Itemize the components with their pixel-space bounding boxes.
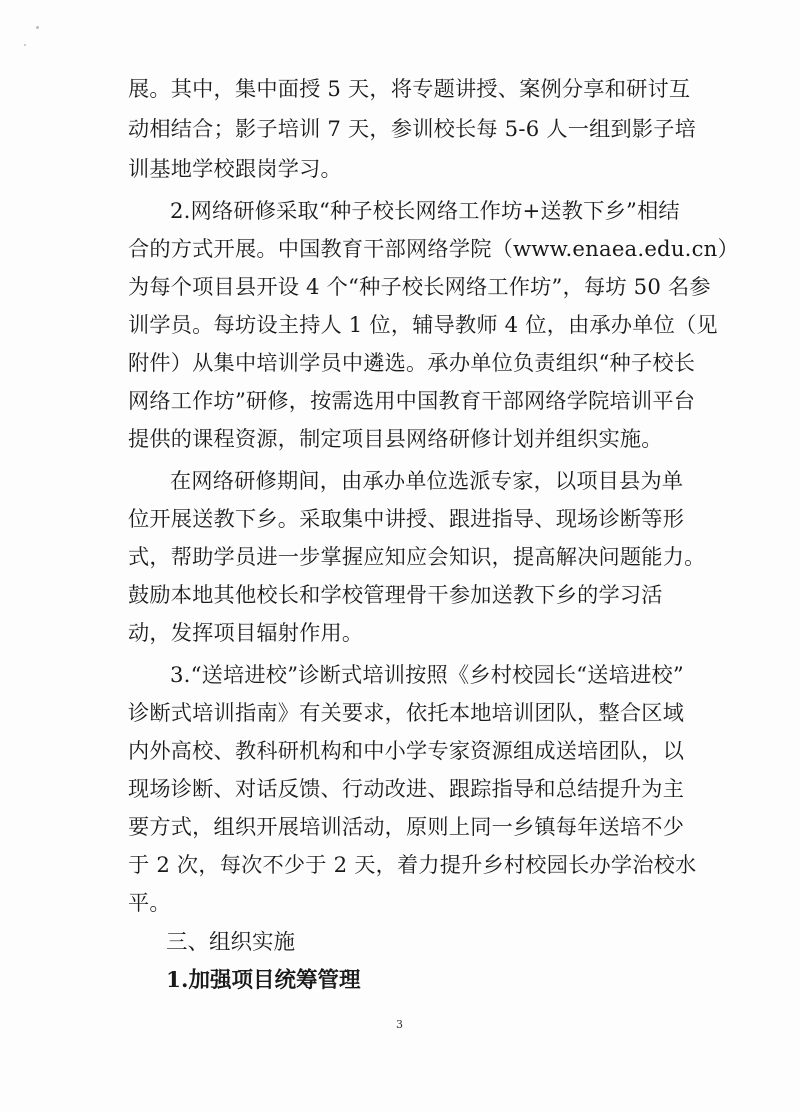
paragraph-line: 鼓励本地其他校长和学校管理骨干参加送教下乡的学习活 bbox=[128, 582, 663, 607]
paragraph-line: 提供的课程资源，制定项目县网络研修计划并组织实施。 bbox=[128, 426, 663, 451]
paragraph-line: 动相结合；影子培训 7 天，参训校长每 5-6 人一组到影子培 bbox=[128, 116, 697, 141]
scan-speck bbox=[24, 44, 26, 46]
paragraph-line: 网络工作坊”研修，按需选用中国教育干部网络学院培训平台 bbox=[128, 388, 696, 413]
paragraph-line: 2.网络研修采取“种子校长网络工作坊+送教下乡”相结 bbox=[170, 198, 680, 223]
paragraph-line: 内外高校、教科研机构和中小学专家资源组成送培团队，以 bbox=[128, 738, 685, 763]
paragraph-line: 式，帮助学员进一步掌握应知应会知识，提高解决问题能力。 bbox=[128, 544, 706, 569]
paragraph-line: 动，发挥项目辐射作用。 bbox=[128, 620, 364, 645]
paragraph-line: 3.“送培进校”诊断式培训按照《乡村校园长“送培进校” bbox=[170, 662, 684, 687]
paragraph-line: 于 2 次，每次不少于 2 天，着力提升乡村校园长办学治校水 bbox=[128, 852, 697, 877]
paragraph-line: 训学员。每坊设主持人 1 位，辅导教师 4 位，由承办单位（见 bbox=[128, 312, 718, 337]
page-number: 3 bbox=[396, 1018, 403, 1031]
paragraph-line: 要方式，组织开展培训活动，原则上同一乡镇每年送培不少 bbox=[128, 814, 685, 839]
subsection-heading: 1.加强项目统筹管理 bbox=[166, 968, 361, 993]
paragraph-line: 现场诊断、对话反馈、行动改进、跟踪指导和总结提升为主 bbox=[128, 776, 685, 801]
paragraph-line: 展。其中，集中面授 5 天，将专题讲授、案例分享和研讨互 bbox=[128, 76, 691, 101]
scan-speck bbox=[36, 26, 39, 29]
section-heading: 三、组织实施 bbox=[166, 930, 296, 955]
paragraph-line: 合的方式开展。中国教育干部网络学院（www.enaea.edu.cn） bbox=[128, 236, 739, 261]
paragraph-line: 为每个项目县开设 4 个“种子校长网络工作坊”，每坊 50 名参 bbox=[128, 274, 711, 299]
paragraph-line: 诊断式培训指南》有关要求，依托本地培训团队，整合区域 bbox=[128, 700, 685, 725]
paragraph-line: 在网络研修期间，由承办单位选派专家，以项目县为单 bbox=[170, 468, 684, 493]
paragraph-line: 平。 bbox=[128, 890, 171, 915]
paragraph-line: 附件）从集中培训学员中遴选。承办单位负责组织“种子校长 bbox=[128, 350, 696, 375]
paragraph-line: 位开展送教下乡。采取集中讲授、跟进指导、现场诊断等形 bbox=[128, 506, 685, 531]
paragraph-line: 训基地学校跟岗学习。 bbox=[128, 156, 342, 181]
